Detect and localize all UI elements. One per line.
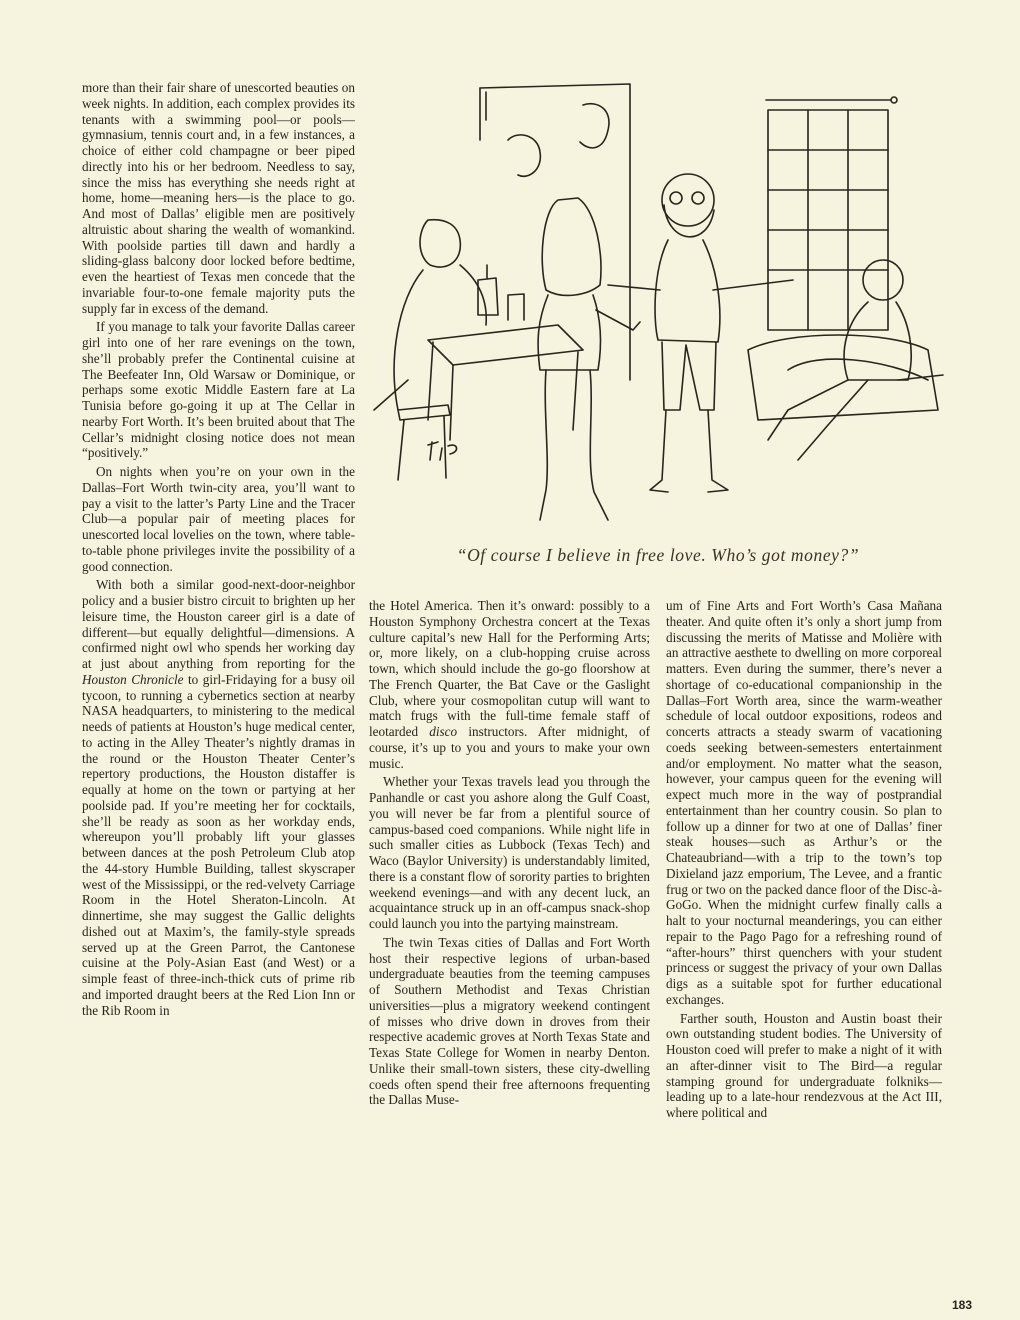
paragraph xyxy=(369,598,650,771)
emphasis-word: disco xyxy=(429,724,458,739)
paragraph: um of Fine Arts and Fort Worth’s Casa Mañana theater. And quite often it’s only a short jump from discussing the merits of Matisse and Molière with an attractive aesthete to dwelling on more corporeal matters. Even during the summer, there’s never a shortage of co-educational companionship in the Dallas–Fort Worth area, since the warm-weather schedule of local outdoor expositions, rodeos and concerts attracts a steady swarm of vacationing coeds seeking between-semesters entertainment and/or employment. No matter what the season, however, your campus queen for the evening will expect much more in the way of postprandial entertainment than her country cousin. So plan to follow up a dinner for two at one of Dallas’ finer steak houses—such as Arthur’s or the Chateaubriand—with a trip to the town’s top Dixieland jazz emporium, The Levee, and a frantic frug or two on the packed dance floor of the Disc-à-GoGo. When the midnight curfew finally calls a halt to your nocturnal meanderings, you can either repair to the Pago Pago for a refreshing round of “after-hours” thirst quenchers with your student princess or suggest the privacy of your own Dallas digs as a suitable spot for further educational exchanges. xyxy=(666,598,942,1007)
text-run: the Hotel America. Then it’s onward: possibly to a Houston Symphony Orchestra concert at the Texas culture capital’s new Hall for the Performing Arts; or, more likely, on a club-hopping cruise across town, which should include the go-go floorshow at The French Quarter, the Bat Cave or the Gaslight Club, where your cosmopolitan cutup will want to match frugs with the full-time female staff of leotarded xyxy=(369,598,650,739)
publication-title: Houston Chronicle xyxy=(82,671,184,687)
article-column-3 xyxy=(666,598,942,1121)
paragraph: Whether your Texas travels lead you through the Panhandle or cast you ashore along the Gulf Coast, you will never be far from a plentiful source of campus-based coed companions. While night life in such smaller cities as Lubbock (Texas Tech) and Waco (Baylor University) is understandably limited, there is a constant flow of sorority parties to brighten weekend evenings—and with any decent luck, an acquaintance struck up in an off-campus snack-shop could launch you into the partying mainstream. xyxy=(369,774,650,931)
article-column-1 xyxy=(82,80,355,1018)
cartoon-caption: “Of course I believe in free love. Who’s got money?” xyxy=(456,545,860,565)
article-column-2 xyxy=(369,598,650,1108)
paragraph: On nights when you’re on your own in the Dallas–Fort Worth twin-city area, you’ll want to pay a visit to the latter’s Party Line and the Tracer Club—a popular pair of meeting places for unescorted local lovelies on the town, where table-to-table phone privileges invite the possibility of a good connection. xyxy=(82,464,355,574)
paragraph: If you manage to talk your favorite Dallas career girl into one of her rare evenings on the town, she’ll probably prefer the Continental cuisine at The Beefeater Inn, Old Warsaw or Dominique, or perhaps some exotic Middle Eastern fare at La Tunisia before go-going it up at The Cellar in nearby Fort Worth. It’s been bruited about that The Cellar’s midnight closing notice does not mean “positively.” xyxy=(82,319,355,461)
page-number: 183 xyxy=(952,1298,973,1312)
paragraph: more than their fair share of unescorted beauties on week nights. In addition, each complex provides its tenants with a swimming pool—or pools—gymnasium, tennis court and, in a few instances, a choice of either cold champagne or beer piped directly into his or her bedroom. Needless to say, since the miss has everything she needs right at home, home—meaning hers—is the place to go. And most of Dallas’ eligible men are positively altruistic about sharing the wealth of womankind. With poolside parties till dawn and hardly a sliding-glass balcony door locked before bedtime, even the heartiest of Texas men concede that the invariable four-to-one female majority puts the supply far in excess of the demand. xyxy=(82,80,355,316)
text-run: to girl-Fridaying for a busy oil tycoon, to running a cybernetics section at nearby NASA headquarters, to ministering to the medical needs of patients at Houston’s huge medical center, to acting in the Alley Theater’s nightly dramas in the round or the Houston Theater Center’s repertory productions, the Houston distaffer is equally at home on the town or partying at her poolside pad. If you’re meeting her for cocktails, she’ll be ready as soon as her workday ends, whereupon you’ll probably lift your glasses between dances at the posh Petroleum Club atop the 44-story Humble Building, tallest skyscraper west of the Mississippi, or the red-velvety Carriage Room in the Hotel Sheraton-Lincoln. At dinnertime, she may suggest the Gallic delights dished out at Maxim’s, the family-style spreads served up at the Green Parrot, the Cantonese cuisine at the Poly-Asian East (and West) or a simple feast of three-inch-thick cuts of prime rib and imported draught beers at the Red Lion Inn or the Rib Room in xyxy=(82,671,355,1018)
text-run: With both a similar good-next-door-neighbor policy and a busier bistro circuit to brighten up her leisure time, the Houston career girl is a date of different—but equally delightful—dimensions. A confirmed night owl who spends her working day at just about anything from reporting for the xyxy=(82,577,355,671)
text-run: instructors. After midnight, of course, it’s up to you and yours to make your own music. xyxy=(369,724,651,771)
paragraph xyxy=(82,577,355,1018)
paragraph: Farther south, Houston and Austin boast their own outstanding student bodies. The University of Houston coed will prefer to make a night of it with an after-dinner visit to The Bird—a regular stamping ground for undergraduate folkniks—leading up to a late-hour rendezvous at the Act III, where political and xyxy=(666,1010,942,1120)
paragraph: The twin Texas cities of Dallas and Fort Worth host their respective legions of urban-based undergraduate beauties from the teeming campuses of Southern Methodist and Texas Christian universities—plus a migratory weekend contingent of misses who drive down in droves from their respective academic groves at North Texas State and Texas State College for Women in nearby Denton. Unlike their small-town sisters, these city-dwelling coeds often spend their free afternoons frequenting the Dallas Muse- xyxy=(369,934,650,1108)
cartoon-illustration xyxy=(368,80,948,535)
